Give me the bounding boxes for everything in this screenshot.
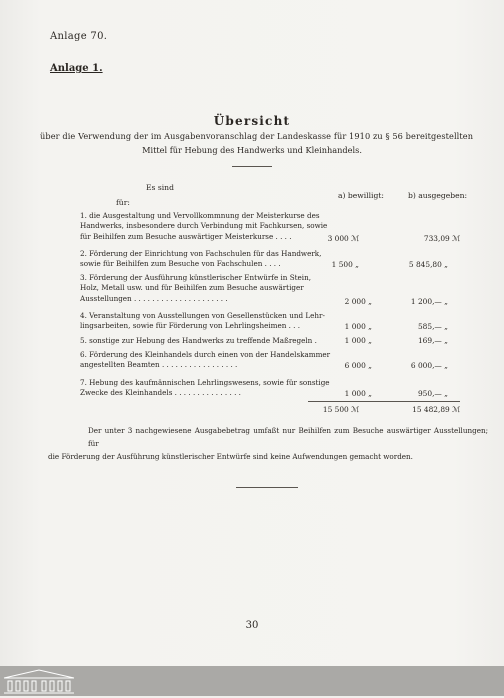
totals-rule	[308, 401, 460, 402]
column-header-spent: b) ausgegeben:	[408, 191, 468, 200]
table-row-1-text: 1. die Ausgestaltung und Vervollkommnung der Meisterkurse des Handwerks, insbesondere durch Verbindung mit Fachkursen, sowie für Beihilfen zum Besuche auswärtiger Meisterkurse . . . .	[80, 211, 328, 241]
title-subline-1: über die Verwendung der im Ausgabenvoranschlag der Landeskasse für 1910 zu § 56 bereitgestellten	[40, 131, 474, 141]
table-intro-line1: Es sind	[146, 183, 174, 192]
table-intro-line2: für:	[116, 198, 130, 207]
row-3-spent: 1 200,— „	[410, 297, 448, 306]
total-spent: 15 482,89 ℳ	[412, 405, 460, 414]
row-3-approved: 2 000 „	[344, 297, 372, 306]
row-2-spent: 5 845,80 „	[408, 260, 448, 269]
closing-divider	[236, 487, 298, 488]
table-row-6-text: 6. Förderung des Kleinhandels durch einen von der Handelskammer angestellten Beamten . . . . . . . . . . . . . . . . .	[80, 350, 331, 370]
row-1-approved: 3 000 ℳ	[327, 234, 359, 243]
row-7-spent: 950,— „	[417, 389, 448, 398]
title-divider	[232, 166, 272, 167]
row-1-spent: 733,09 ℳ	[423, 234, 460, 243]
row-5-approved: 1 000 „	[344, 336, 372, 345]
table-row-4-text: 4. Veranstaltung von Ausstellungen von Gesellenstücken und Lehr- lingsarbeiten, sowie für Förderung von Lehrlingsheimen . . .	[80, 311, 325, 331]
row-5-spent: 169,— „	[417, 336, 448, 345]
library-building-icon	[2, 668, 76, 698]
table-row-2-text: 2. Förderung der Einrichtung von Fachschulen für das Handwerk, sowie für Beihilfen zum Besuche von Fachschulen . . . .	[80, 249, 322, 269]
table-row-3-text: 3. Förderung der Ausführung künstlerischer Entwürfe in Stein, Holz, Metall usw. und für Beihilfen zum Besuche auswärtiger Ausstellungen . . . . . . . . . . . . . . . . . . . . .	[80, 273, 311, 303]
table-row-5-text: 5. sonstige zur Hebung des Handwerks zu treffende Maßregeln .	[80, 336, 317, 345]
total-approved: 15 500 ℳ	[322, 405, 359, 414]
annex-label: Anlage 70.	[50, 31, 108, 42]
table-row-7-text: 7. Hebung des kaufmännischen Lehrlingswesens, sowie für sonstige Zwecke des Kleinhandels . . . . . . . . . . . . . . .	[80, 378, 330, 398]
row-7-approved: 1 000 „	[344, 389, 372, 398]
row-6-spent: 6 000,— „	[410, 361, 448, 370]
row-6-approved: 6 000 „	[344, 361, 372, 370]
document-title: Übersicht	[213, 114, 291, 128]
footnote: Der unter 3 nachgewiesene Ausgabebetrag umfaßt nur Beihilfen zum Besuche auswärtiger Ausstellungen; für die Förderung der Ausführung künstlerischer Entwürfe sind keine Aufwendungen gemacht worden.	[48, 426, 488, 461]
row-4-spent: 585,— „	[417, 322, 448, 331]
title-subline-2: Mittel für Hebung des Handwerks und Kleinhandels.	[142, 145, 362, 155]
column-header-approved: a) bewilligt:	[338, 191, 384, 200]
row-4-approved: 1 000 „	[344, 322, 372, 331]
row-2-approved: 1 500 „	[331, 260, 359, 269]
page-number: 30	[245, 620, 259, 631]
sub-annex-label: Anlage 1.	[50, 63, 103, 74]
